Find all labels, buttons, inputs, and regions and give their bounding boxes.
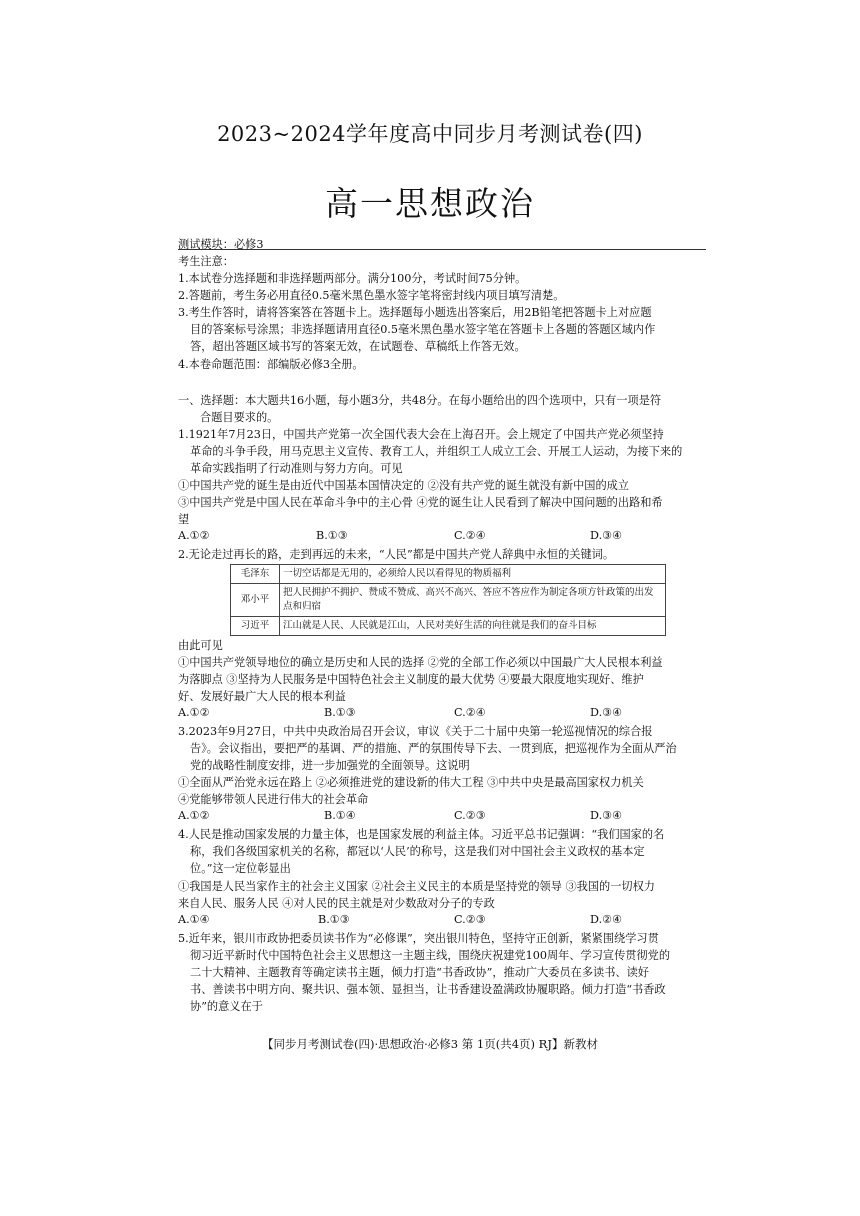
notice-item: 3.考生作答时，请将答案答在答题卡上。选择题每小题选出答案后，用2B铅笔把答题卡上对应题: [178, 306, 652, 319]
leader-name: 毛泽东: [231, 565, 280, 584]
question-3-statement: ①全面从严治党永远在路上 ②必须推进党的建设新的伟大工程 ③中共中央是最高国家权力机关: [178, 776, 644, 789]
leader-name: 邓小平: [231, 584, 280, 617]
option-b: B.①③: [324, 706, 356, 719]
question-1-statement: ③中国共产党是中国人民在革命斗争中的主心骨 ④党的诞生让人民看到了解决中国问题的出路和希: [178, 496, 663, 509]
option-d: D.③④: [590, 706, 623, 719]
question-2-statement: 为落脚点 ③坚持为人民服务是中国特色社会主义制度的最大优势 ④要最大限度地实现好、维护: [178, 673, 644, 686]
notice-item: 2.答题前，考生务必用直径0.5毫米黑色墨水签字笔将密封线内项目填写清楚。: [178, 289, 565, 302]
notice-item: 1.本试卷分选择题和非选择题两部分。满分100分，考试时间75分钟。: [178, 272, 527, 285]
question-1-statement: 望: [178, 513, 190, 526]
question-1-options: [178, 529, 718, 546]
question-3-statement: ④党能够带领人民进行伟大的社会革命: [178, 793, 369, 806]
question-3-options: [178, 809, 718, 826]
notice-item: 目的答案标号涂黑；非选择题请用直径0.5毫米黑色墨水签字笔在答题卡上各题的答题区域内作: [190, 323, 656, 336]
question-5-stem: 彻习近平新时代中国特色社会主义思想这一主题主线，围绕庆祝建党100周年、学习宣传贯彻党的: [190, 949, 671, 962]
question-3-stem: 告》。会议指出，要把严的基调、严的措施、严的氛围传导下去、一贯到底，把巡视作为全面从严治: [190, 742, 677, 755]
option-c: C.②④: [454, 529, 486, 542]
option-a: A.①②: [178, 706, 210, 719]
section-heading: 合题目要求的。: [200, 411, 279, 424]
option-a: A.①②: [178, 529, 210, 542]
question-2-statement: ①中国共产党领导地位的确立是历史和人民的选择 ②党的全部工作必须以中国最广大人民根本利益: [178, 656, 663, 669]
question-5-stem: 书、善读书中明方向、聚共识、强本领、显担当，让书香建设盈满政协履职路。倾力打造“书香政: [190, 983, 666, 996]
option-b: B.①③: [316, 529, 348, 542]
question-2-options: [178, 706, 718, 723]
notice-item: 4.本卷命题范围：部编版必修3全册。: [178, 358, 364, 371]
notice-heading: 考生注意：: [178, 255, 234, 268]
question-4-stem: 位。”这一定位彰显出: [190, 862, 291, 875]
question-2-statement: 好、发展好最广大人民的根本利益: [178, 690, 346, 703]
question-4-statement: ①我国是人民当家作主的社会主义国家 ②社会主义民主的本质是坚持党的领导 ③我国的一切权力: [178, 880, 655, 893]
question-4-stem: 称，我们各级国家机关的名称，都冠以‘人民’的称号，这是我们对中国社会主义政权的基本定: [190, 845, 645, 858]
question-1-stem: 1.1921年7月23日，中国共产党第一次全国代表大会在上海召开。会上规定了中国共产党必须坚持: [178, 428, 664, 441]
question-1-stem: 革命的斗争手段，用马克思主义宣传、教育工人，并组织工人成立工会、开展工人运动，为接下来的: [190, 445, 683, 458]
question-1-statement: ①中国共产党的诞生是由近代中国基本国情决定的 ②没有共产党的诞生就没有新中国的成立: [178, 479, 630, 492]
question-2-stem: 2.无论走过再长的路，走到再远的未来，“人民”都是中国共产党人辞典中永恒的关键词。: [178, 548, 615, 561]
notice-item: 答，超出答题区域书写的答案无效，在试题卷、草稿纸上作答无效。: [190, 340, 526, 353]
question-5-stem: 二十大精神、主题教育等确定读书主题，倾力打造“书香政协”，推动广大委员在多读书、读好: [190, 966, 649, 979]
leader-quote: 一切空话都是无用的，必须给人民以看得见的物质福利: [280, 565, 666, 584]
question-4-stem: 4.人民是推动国家发展的力量主体，也是国家发展的利益主体。习近平总书记强调：“我们国家的名: [178, 828, 665, 841]
question-5-stem: 协”的意义在于: [190, 1000, 263, 1013]
page-footer: 【同步月考测试卷(四)·思想政治·必修3 第 1页(共4页) RJ】新教材: [262, 1037, 598, 1051]
option-c: C.②③: [454, 809, 486, 822]
option-a: A.①④: [178, 913, 210, 926]
question-5-stem: 5.近年来，银川市政协把委员读书作为“必修课”，突出银川特色，坚持守正创新，紧紧围绕学习贯: [178, 932, 659, 945]
question-3-stem: 党的战略性制度安排，进一步加强党的全面领导。这说明: [190, 759, 470, 772]
question-2-stem: 由此可见: [178, 639, 223, 652]
exam-title: 2023~2024学年度高中同步月考测试卷(四): [217, 122, 643, 146]
section-heading: 一、选择题：本大题共16小题，每小题3分，共48分。在每小题给出的四个选项中，只有一项是符: [178, 394, 662, 407]
option-d: D.③④: [590, 529, 623, 542]
test-module: 测试模块：必修3: [178, 238, 264, 251]
question-4-statement: 来自人民、服务人民 ④对人民的民主就是对少数敌对分子的专政: [178, 897, 495, 910]
leaders-quote-table: [230, 564, 666, 636]
module-divider: [178, 249, 706, 250]
table-row: [231, 565, 666, 584]
leader-quote: 江山就是人民、人民就是江山，人民对美好生活的向往就是我们的奋斗目标: [280, 617, 666, 636]
option-c: C.②③: [454, 913, 486, 926]
option-d: D.②④: [590, 913, 623, 926]
leader-name: 习近平: [231, 617, 280, 636]
table-row: [231, 584, 666, 617]
option-c: C.②④: [454, 706, 486, 719]
option-a: A.①②: [178, 809, 210, 822]
leader-quote: 把人民拥护不拥护、赞成不赞成、高兴不高兴、答应不答应作为制定各项方针政策的出发点和归宿: [280, 584, 666, 617]
question-4-options: [178, 913, 718, 930]
option-b: B.①③: [318, 913, 350, 926]
question-3-stem: 3.2023年9月27日，中共中央政治局召开会议，审议《关于二十届中央第一轮巡视情况的综合报: [178, 725, 653, 738]
question-1-stem: 革命实践指明了行动准则与努力方向。可见: [190, 462, 403, 475]
option-d: D.③④: [590, 809, 623, 822]
table-row: [231, 617, 666, 636]
option-b: B.①④: [324, 809, 356, 822]
subject-title: 高一思想政治: [325, 184, 535, 223]
